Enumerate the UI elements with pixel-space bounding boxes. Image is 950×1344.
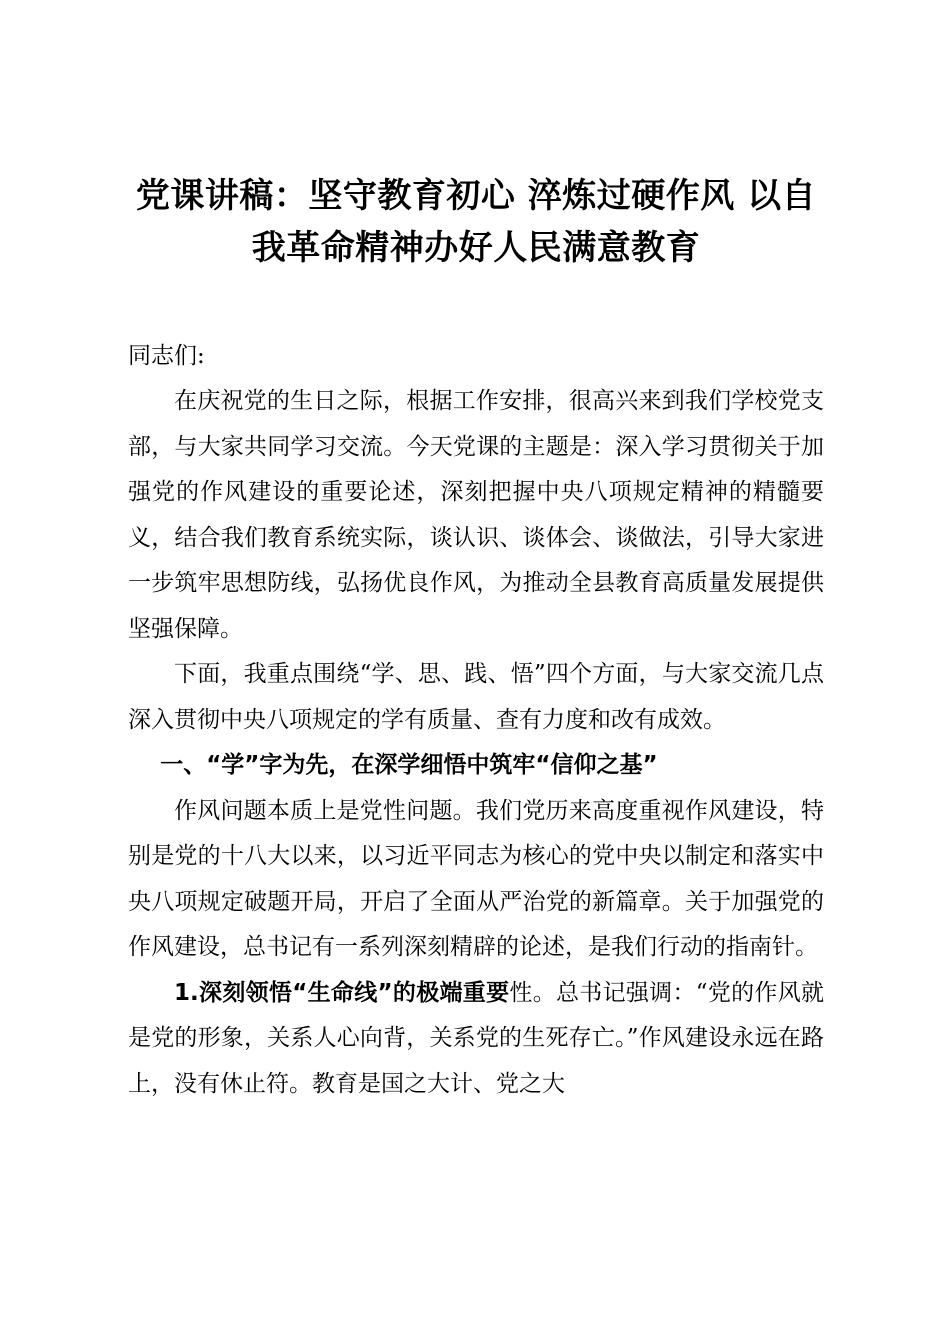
document-title: [114, 170, 838, 274]
overview-paragraph: 下面，我重点围绕“学、思、践、悟”四个方面，与大家交流几点深入贯彻中央八项规定的学有质量、查有力度和改有成效。: [128, 661, 824, 733]
point-1-lead: 1.深刻领悟“生命线”的极端重要: [174, 979, 510, 1006]
point-1-text: 性。总书记强调：“党的作风就是党的形象，关系人心向背，关系党的生死存亡。”作风建设永远在路上，没有休止符。教育是国之大计、党之大: [128, 979, 824, 1097]
title-line-2: 我革命精神办好人民满意教育: [251, 228, 701, 268]
section-1-paragraph: 作风问题本质上是党性问题。我们党历来高度重视作风建设，特别是党的十八大以来，以习近平同志为核心的党中央以制定和落实中央八项规定破题开局，开启了全面从严治党的新篇章。关于加强党的作风建设，总书记有一系列深刻精辟的论述，是我们行动的指南针。: [128, 797, 824, 960]
intro-paragraph: 在庆祝党的生日之际，根据工作安排，很高兴来到我们学校党支部，与大家共同学习交流。今天党课的主题是：深入学习贯彻关于加强党的作风建设的重要论述，深刻把握中央八项规定精神的精髓要义，结合我们教育系统实际，谈认识、谈体会、谈做法，引导大家进一步筑牢思想防线，弘扬优良作风，为推动全县教育高质量发展提供坚强保障。: [128, 388, 824, 642]
title-line-1: 党课讲稿：坚守教育初心 淬炼过硬作风 以自: [135, 176, 817, 216]
salutation: 同志们:: [128, 343, 205, 369]
document-page: [128, 170, 824, 1107]
point-1-paragraph: [128, 971, 824, 1108]
section-1-heading: 一、“学”字为先，在深学细悟中筑牢“信仰之基”: [160, 752, 658, 778]
